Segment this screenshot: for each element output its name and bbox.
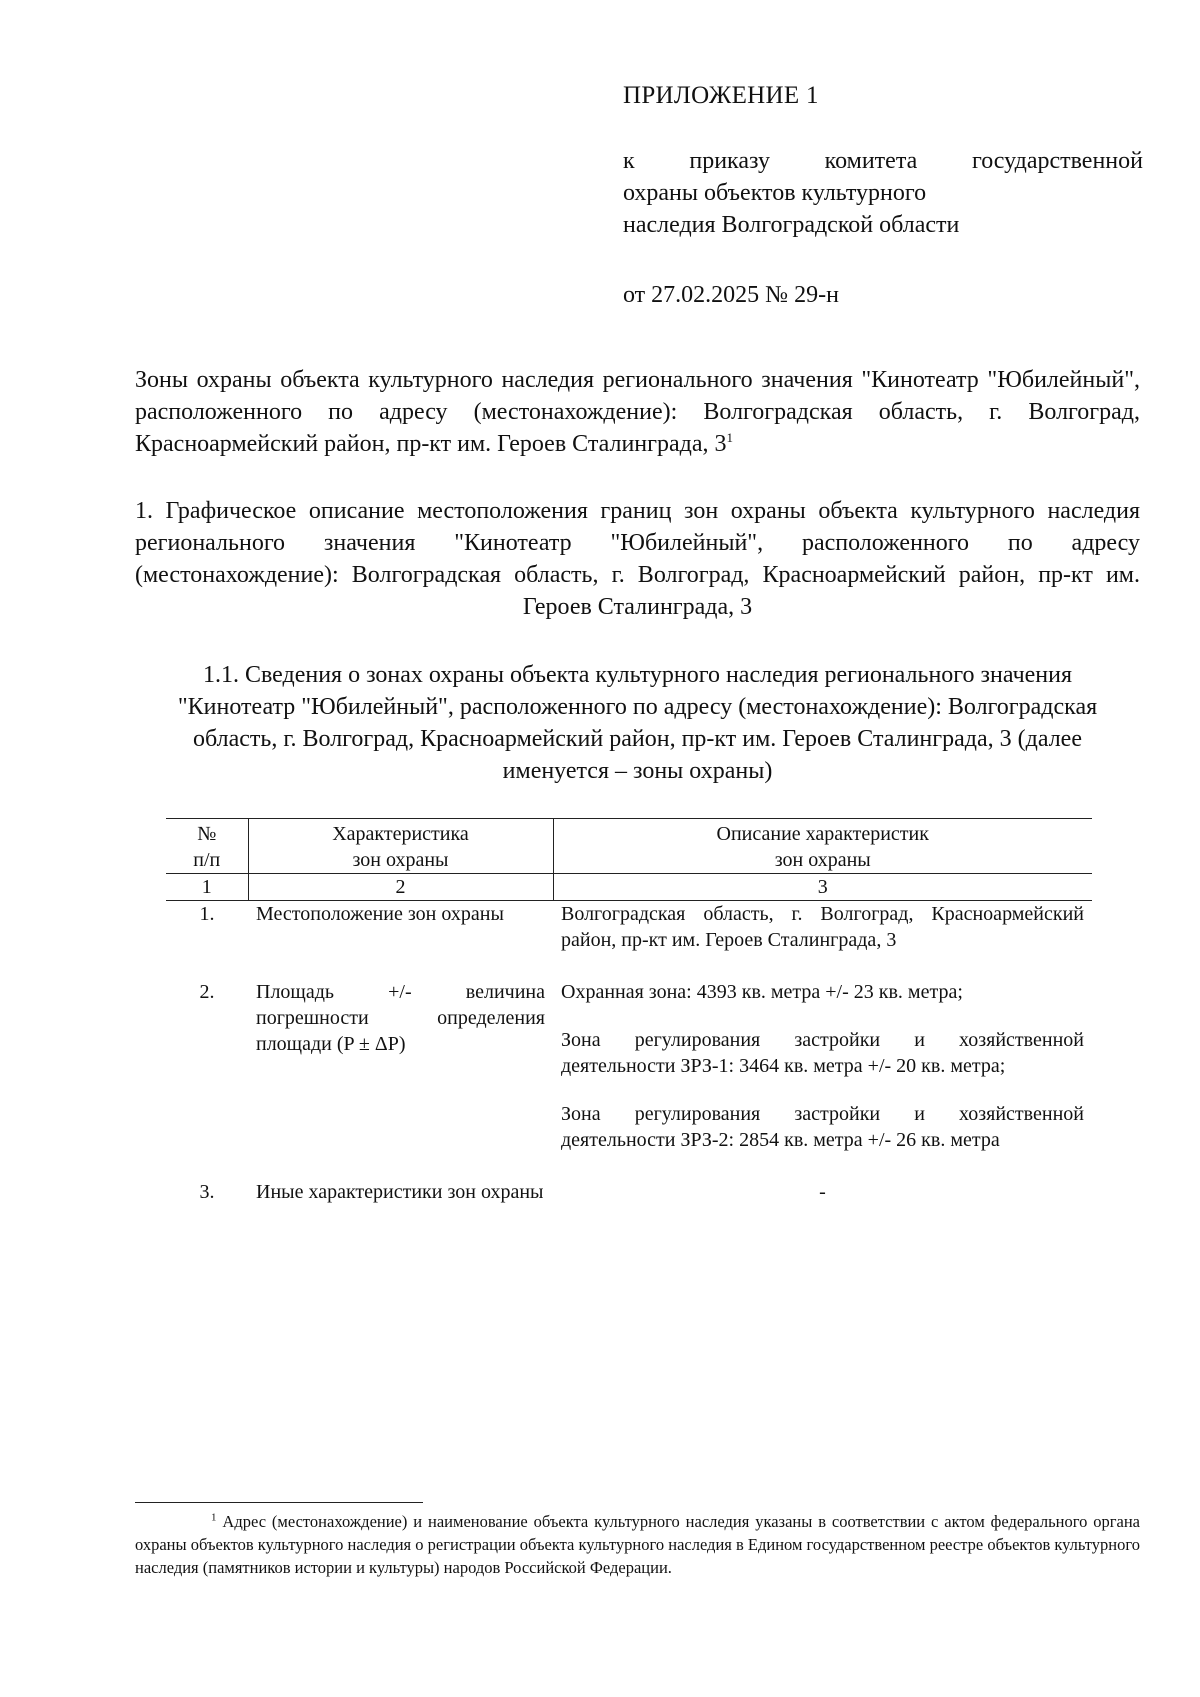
document-title-text: Зоны охраны объекта культурного наследия регионального значения "Кинотеатр "Юбилейный", расположенного по адресу (местонахождение): Волгоградская область, г. Волгоград, Красноармейский район, пр-кт им. Героев Сталинграда, 3 — [135, 367, 1140, 457]
row-number: 3. — [199, 1181, 215, 1203]
column-number: 1 — [166, 874, 248, 901]
header-characteristic-line-1: Характеристика — [332, 823, 469, 845]
description-paragraph: Волгоградская область, г. Волгоград, Красноармейский район, пр-кт им. Героев Сталинграда, 3 — [561, 903, 1084, 951]
footnote — [135, 1510, 1140, 1579]
header-num-line-2: п/п — [193, 849, 221, 871]
description-paragraph: - — [819, 1181, 826, 1203]
footnote-mark: 1 — [211, 1511, 217, 1524]
description-paragraph: Зона регулирования застройки и хозяйственной деятельности ЗРЗ-1: 3464 кв. метра +/- 20 кв. метра; — [561, 1029, 1084, 1077]
appendix-reference-line-3: наследия Волгоградской области — [623, 212, 960, 238]
row-number: 1. — [199, 903, 215, 925]
document-title — [135, 364, 1140, 460]
section-1-1-heading: 1.1. Сведения о зонах охраны объекта культурного наследия регионального значения "Кинотеатр "Юбилейный", расположенного по адресу (местонахождение): Волгоградская область, г. Волгоград, Красноармейский район, пр-кт им. Героев Сталинграда, 3 (далее именуется – зоны охраны) — [177, 662, 1098, 784]
table-row — [166, 901, 1092, 980]
appendix-date: от 27.02.2025 № 29-н — [623, 282, 839, 308]
table-row — [166, 1179, 1092, 1205]
zones-table — [166, 818, 1092, 1205]
appendix-reference-line-2: охраны объектов культурного — [623, 180, 927, 206]
appendix-title: ПРИЛОЖЕНИЕ 1 — [623, 82, 819, 109]
header-characteristic — [248, 819, 553, 874]
appendix-reference-line-1: к приказу комитета государственной — [623, 148, 1143, 174]
appendix-reference — [623, 145, 1143, 241]
header-description — [553, 819, 1092, 874]
header-num-line-1: № — [197, 823, 217, 845]
column-number: 3 — [553, 874, 1092, 901]
header-num — [166, 819, 248, 874]
description-paragraph: Охранная зона: 4393 кв. метра +/- 23 кв. метра; — [561, 981, 963, 1003]
table-column-numbers-row — [166, 874, 1092, 901]
row-description — [553, 1179, 1092, 1205]
section-1-heading: 1. Графическое описание местоположения границ зон охраны объекта культурного наследия регионального значения "Кинотеатр "Юбилейный", расположенного по адресу (местонахождение): Волгоградская область, г. Волгоград, Красноармейский район, пр-кт им. Героев Сталинграда, 3 — [135, 498, 1140, 620]
row-characteristic: Местоположение зон охраны — [256, 903, 504, 925]
header-characteristic-line-2: зон охраны — [352, 849, 449, 871]
row-characteristic: Площадь +/- величина погрешности определения площади (P ± ΔP) — [256, 981, 545, 1055]
footnote-reference: 1 — [726, 430, 734, 445]
row-characteristic: Иные характеристики зон охраны — [256, 1181, 544, 1203]
row-description — [553, 901, 1092, 980]
table-header-row — [166, 819, 1092, 874]
row-description — [553, 979, 1092, 1179]
header-description-line-1: Описание характеристик — [716, 823, 929, 845]
appendix-block — [623, 80, 1143, 311]
footnote-divider — [135, 1502, 423, 1503]
header-description-line-2: зон охраны — [774, 849, 871, 871]
column-number: 2 — [248, 874, 553, 901]
footnote-text: Адрес (местонахождение) и наименование объекта культурного наследия указаны в соответствии с актом федерального органа охраны объектов культурного наследия о регистрации объекта культурного наследия в Едином государственном реестре объектов культурного наследия (памятников истории и культуры) народов Российской Федерации. — [135, 1512, 1140, 1577]
row-number: 2. — [199, 981, 215, 1003]
table-row — [166, 979, 1092, 1179]
description-paragraph: Зона регулирования застройки и хозяйственной деятельности ЗРЗ-2: 2854 кв. метра +/- 26 кв. метра — [561, 1103, 1084, 1151]
